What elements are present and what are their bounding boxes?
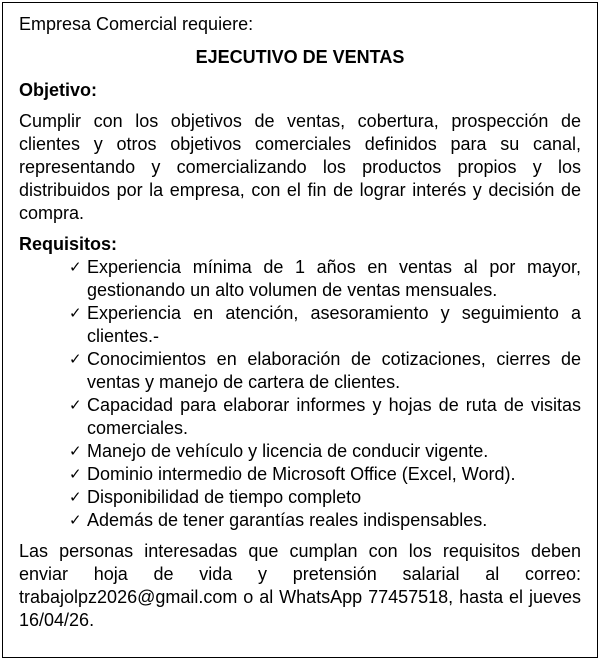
requirement-text: Además de tener garantías reales indispensables. bbox=[87, 510, 488, 530]
requirements-heading: Requisitos: bbox=[19, 234, 118, 254]
job-ad bbox=[2, 2, 598, 658]
requirement-item bbox=[69, 463, 581, 486]
requirement-item bbox=[69, 394, 581, 440]
check-icon: ✓ bbox=[69, 304, 82, 322]
requirements-list bbox=[19, 256, 581, 532]
requirement-text: Dominio intermedio de Microsoft Office (Excel, Word). bbox=[87, 464, 516, 484]
requirement-item bbox=[69, 509, 581, 532]
objective-heading: Objetivo: bbox=[19, 80, 98, 100]
requirement-item bbox=[69, 486, 581, 509]
intro-text: Empresa Comercial requiere: bbox=[19, 14, 254, 34]
check-icon: ✓ bbox=[69, 488, 82, 506]
check-icon: ✓ bbox=[69, 350, 82, 368]
requirement-item bbox=[69, 348, 581, 394]
check-icon: ✓ bbox=[69, 258, 82, 276]
requirement-text: Capacidad para elaborar informes y hojas de ruta de visitas comerciales. bbox=[87, 395, 581, 438]
check-icon: ✓ bbox=[69, 396, 82, 414]
check-icon: ✓ bbox=[69, 465, 82, 483]
requirement-text: Manejo de vehículo y licencia de conducir vigente. bbox=[87, 441, 489, 461]
requirement-text: Conocimientos en elaboración de cotizaciones, cierres de ventas y manejo de cartera de clientes. bbox=[87, 349, 581, 392]
requirement-item bbox=[69, 302, 581, 348]
requirement-text: Experiencia en atención, asesoramiento y seguimiento a clientes.- bbox=[87, 303, 581, 346]
requirement-text: Experiencia mínima de 1 años en ventas al por mayor, gestionando un alto volumen de ventas mensuales. bbox=[87, 257, 581, 300]
check-icon: ✓ bbox=[69, 442, 82, 460]
job-title: EJECUTIVO DE VENTAS bbox=[195, 47, 405, 67]
objective-text: Cumplir con los objetivos de ventas, cobertura, prospección de clientes y otros objetivos comerciales definidos para su canal, representando y comercializando los productos propios y los distribuidos por la empresa, con el fin de lograr interés y decisión de compra. bbox=[19, 111, 581, 223]
closing-text: Las personas interesadas que cumplan con los requisitos deben enviar hoja de vida y pretensión salarial al correo: trabajolpz2026@gmail.com o al WhatsApp 77457518, hasta el jueves 16/04/26. bbox=[19, 541, 581, 630]
requirement-item bbox=[69, 440, 581, 463]
requirement-text: Disponibilidad de tiempo completo bbox=[87, 487, 362, 507]
requirement-item bbox=[69, 256, 581, 302]
check-icon: ✓ bbox=[69, 511, 82, 529]
